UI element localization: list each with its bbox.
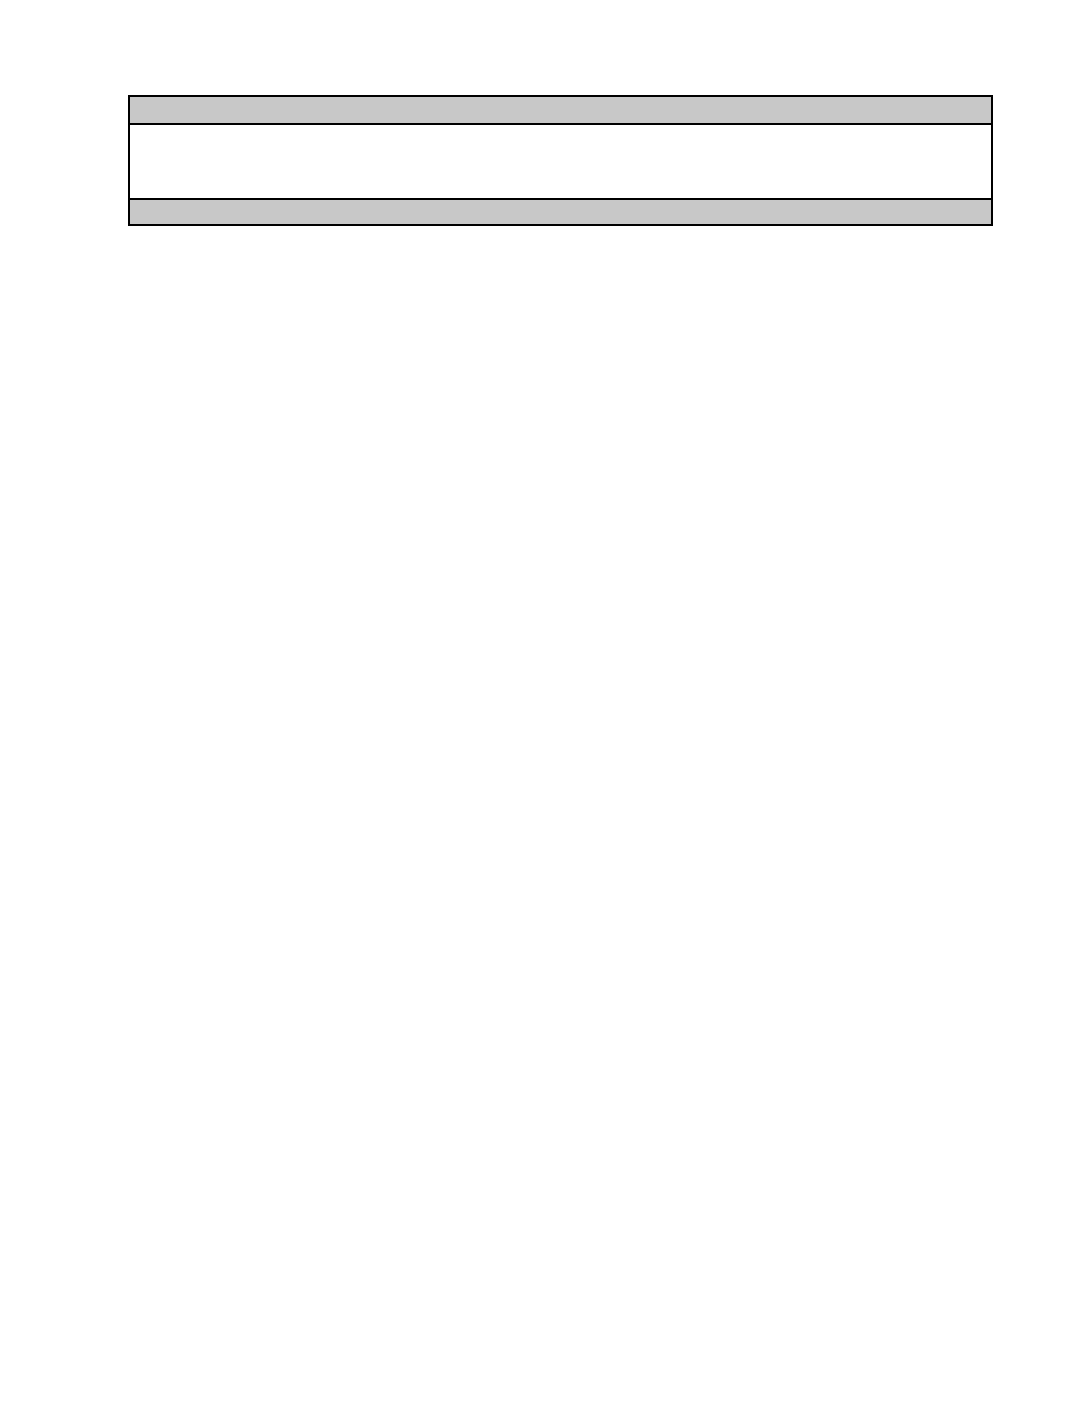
field-header-row: [130, 125, 991, 200]
schedule-title: [130, 97, 991, 125]
schedule-footer: [130, 200, 991, 224]
schedule-table: [128, 95, 993, 226]
